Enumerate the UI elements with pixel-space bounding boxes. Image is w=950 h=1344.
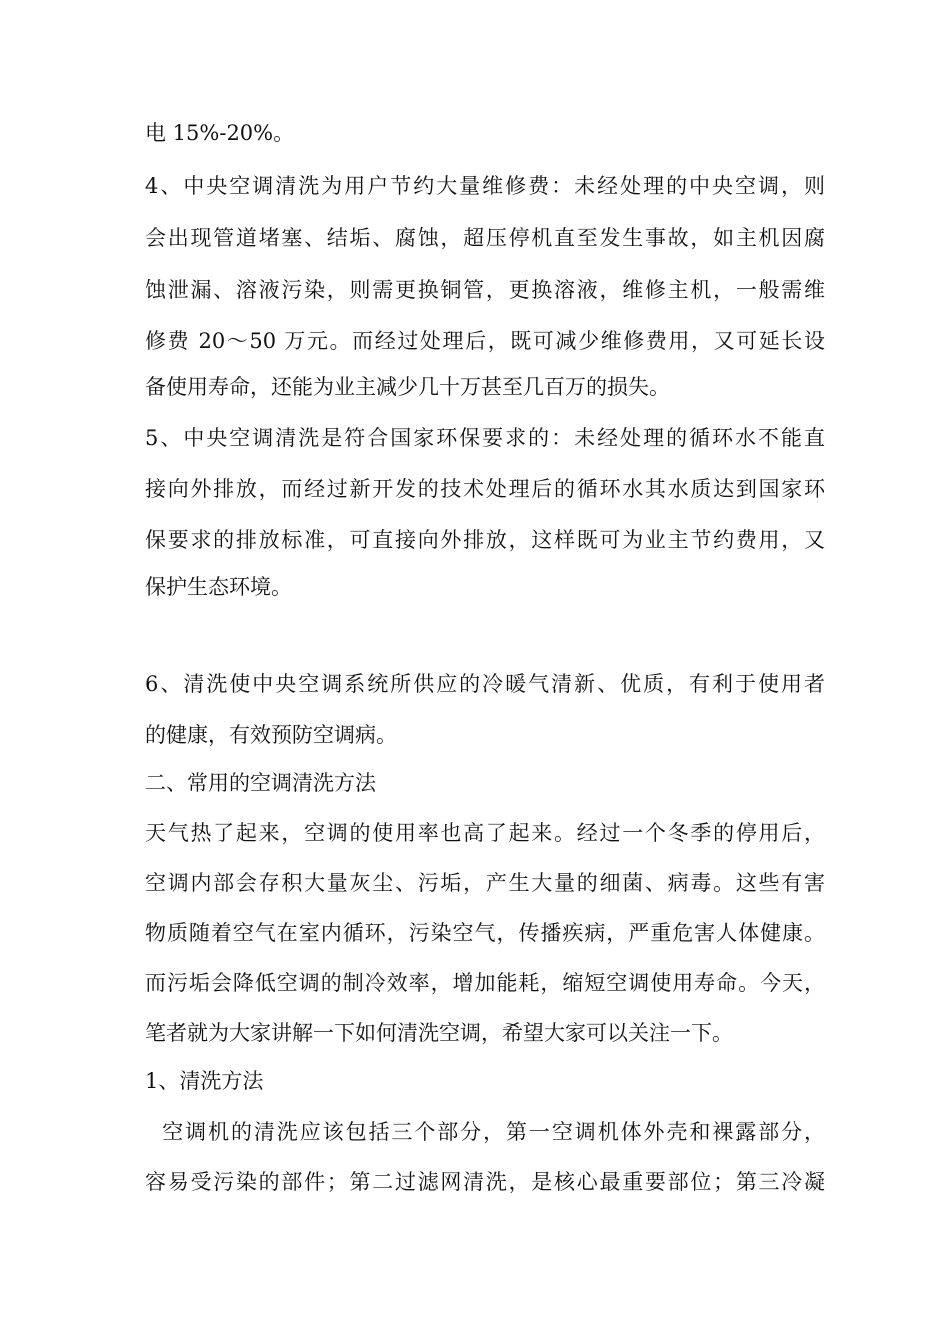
- text-line: 接向外排放，而经过新开发的技术处理后的循环水其水质达到国家环: [145, 477, 825, 501]
- text-line: 容易受污染的部件；第二过滤网清洗，是核心最重要部位；第三冷凝: [145, 1170, 825, 1194]
- section-heading: 二、常用的空调清洗方法: [145, 771, 376, 795]
- text-line: 保要求的排放标准，可直接向外排放，这样既可为业主节约费用，又: [145, 528, 825, 552]
- text-line: 天气热了起来，空调的使用率也高了起来。经过一个冬季的停用后，: [145, 821, 825, 845]
- text-line: 6、清洗使中央空调系统所供应的冷暖气清新、优质，有利于使用者: [145, 672, 825, 696]
- text-line: 保护生态环境。: [145, 575, 292, 599]
- subsection-heading: 1、清洗方法: [145, 1069, 264, 1093]
- text-line: 空调内部会存积大量灰尘、污垢，产生大量的细菌、病毒。这些有害: [145, 871, 825, 895]
- text-line: 会出现管道堵塞、结垢、腐蚀，超压停机直至发生事故，如主机因腐: [145, 226, 825, 250]
- text-line: 备使用寿命，还能为业主减少几十万甚至几百万的损失。: [145, 375, 670, 399]
- text-line: 的健康，有效预防空调病。: [145, 723, 397, 747]
- text-line: 蚀泄漏、溶液污染，则需更换铜管，更换溶液，维修主机，一般需维: [145, 278, 825, 302]
- text-line: 5、中央空调清洗是符合国家环保要求的：未经处理的循环水不能直: [145, 426, 825, 450]
- text-line: 4、中央空调清洗为用户节约大量维修费：未经处理的中央空调，则: [145, 174, 825, 198]
- text-line: 电 15%-20%。: [145, 121, 295, 145]
- text-line: 空调机的清洗应该包括三个部分，第一空调机体外壳和裸露部分，: [145, 1120, 825, 1144]
- text-line: 而污垢会降低空调的制冷效率，增加能耗，缩短空调使用寿命。今天，: [145, 971, 825, 995]
- text-line: 笔者就为大家讲解一下如何清洗空调，希望大家可以关注一下。: [145, 1021, 733, 1045]
- text-line: 修费 20～50 万元。而经过处理后，既可减少维修费用，又可延长设: [145, 329, 825, 353]
- text-line: 物质随着空气在室内循环，污染空气，传播疾病，严重危害人体健康。: [145, 921, 825, 945]
